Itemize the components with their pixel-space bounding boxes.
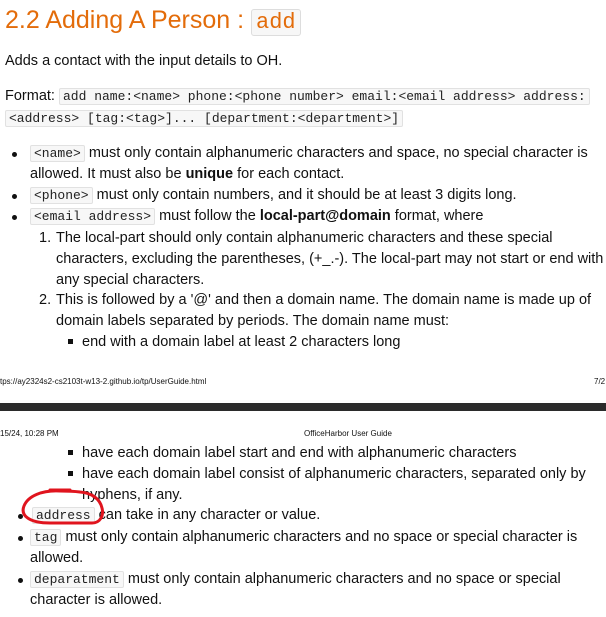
sub-item-1-line-2: characters, excluding the parentheses, (+_.-). The local-part may not start or end with — [56, 251, 604, 267]
intro-text: Adds a contact with the input details to OH. — [5, 53, 283, 69]
rule-name-text-c: for each contact. — [233, 166, 345, 182]
print-header-title: OfficeHarbor User Guide — [304, 429, 392, 438]
rule-phone-text: must only contain numbers, and it should be at least 3 digits long. — [96, 187, 517, 203]
phone-code: <phone> — [30, 187, 93, 204]
sub-item-2-line-1: This is followed by a '@' and then a domain name. The domain name is made up of — [56, 292, 592, 308]
command-code: add — [251, 9, 301, 36]
domain-rule-item: have each domain label start and end with alphanumeric characters — [82, 445, 517, 461]
rule-tag-line-1 — [30, 527, 577, 548]
rule-name-line-2 — [30, 164, 344, 185]
rule-name-line-1 — [30, 143, 588, 164]
unique-emphasis: unique — [185, 166, 234, 182]
department-code: deparatment — [30, 571, 124, 588]
square-bullet-icon — [68, 471, 73, 476]
section-title: 2.2 Adding A Person : — [5, 6, 245, 34]
rule-email-text-a: must follow the — [159, 208, 260, 224]
bullet-icon — [12, 152, 17, 157]
rule-email — [30, 206, 483, 227]
page-break-divider — [0, 403, 606, 411]
format-label: Format: — [5, 88, 55, 104]
rule-address — [32, 505, 320, 526]
sub-item-number: 2. — [39, 292, 52, 308]
rule-address-text: can take in any character or value. — [98, 507, 321, 523]
bullet-icon — [12, 194, 17, 199]
section-heading — [5, 3, 301, 40]
domain-rule-item-cont: hyphens, if any. — [82, 487, 183, 503]
format-line-1 — [5, 86, 590, 107]
rule-phone — [30, 185, 517, 206]
rule-department-line-2: character is allowed. — [30, 592, 163, 608]
rule-name-text-a: allowed. It must also be — [30, 166, 186, 182]
format-line-2 — [5, 108, 403, 129]
sub-item-2-line-2: domain labels separated by periods. The domain name must: — [56, 313, 450, 329]
square-bullet-icon — [68, 450, 73, 455]
bullet-icon — [18, 514, 23, 519]
format-code-1: add name:<name> phone:<phone number> email:<email address> address: — [59, 88, 590, 105]
name-code: <name> — [30, 145, 85, 162]
rule-name-text: must only contain alphanumeric characters and space, no special character is — [88, 145, 588, 161]
rule-tag-text: must only contain alphanumeric characters and no space or special character is — [65, 529, 578, 545]
tag-code: tag — [30, 529, 61, 546]
sub-item-number: 1. — [39, 230, 52, 246]
domain-rule-item: have each domain label consist of alphanumeric characters, separated only by — [82, 466, 586, 482]
sub-item-1-line-3: any special characters. — [56, 272, 205, 288]
rule-email-text-c: format, where — [390, 208, 484, 224]
address-code: address — [32, 507, 95, 524]
domain-rule-item: end with a domain label at least 2 characters long — [82, 334, 401, 350]
local-part-domain-emphasis: local-part@domain — [259, 208, 391, 224]
rule-department-line-1 — [30, 569, 561, 590]
bullet-icon — [18, 536, 23, 541]
bullet-icon — [18, 578, 23, 583]
format-code-2: <address> [tag:<tag>]... [department:<department>] — [5, 110, 403, 127]
sub-item-1-line-1: The local-part should only contain alphanumeric characters and these special — [56, 230, 553, 246]
print-header-datetime: 15/24, 10:28 PM — [0, 429, 59, 438]
rule-department-text: must only contain alphanumeric characters and no space or special — [127, 571, 561, 587]
email-code: <email address> — [30, 208, 155, 225]
print-footer-page: 7/2 — [594, 377, 606, 386]
square-bullet-icon — [68, 339, 73, 344]
bullet-icon — [12, 215, 17, 220]
rule-tag-line-2: allowed. — [30, 550, 84, 566]
print-footer-url: tps://ay2324s2-cs2103t-w13-2.github.io/tp/UserGuide.html — [0, 377, 207, 386]
